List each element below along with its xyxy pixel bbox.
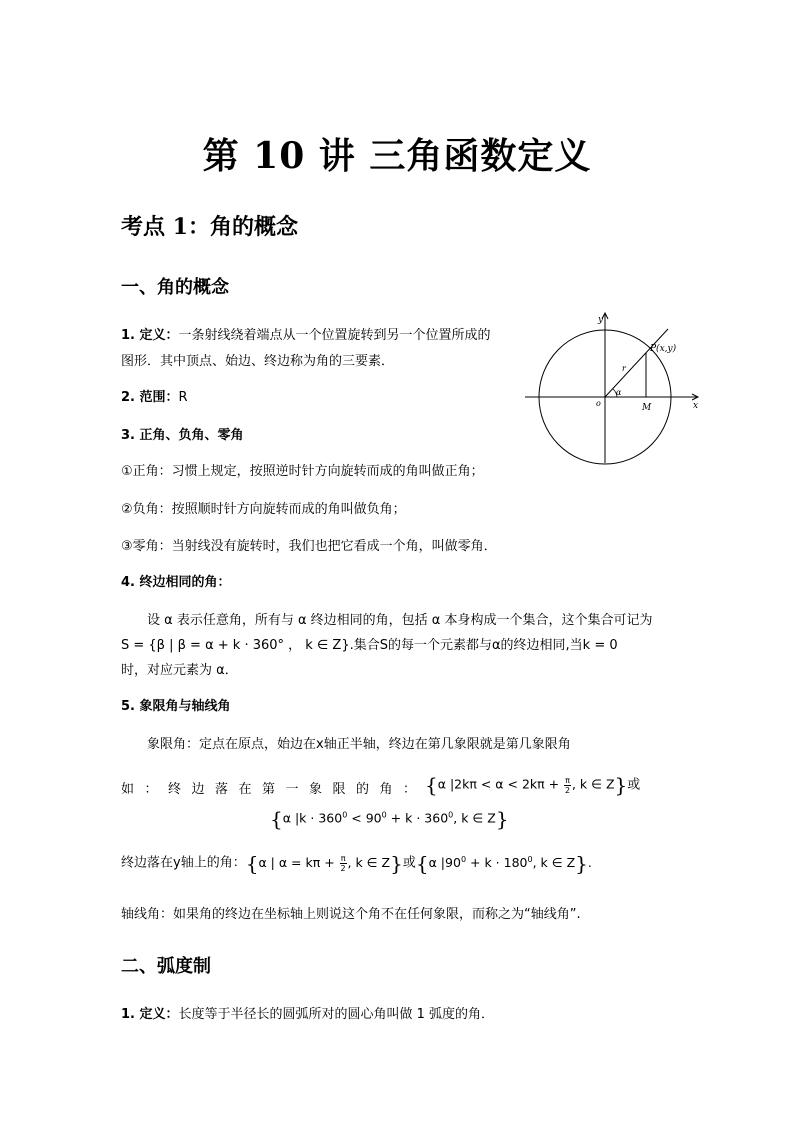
radian-definition: 1. 定义：长度等于半径长的圆弧所对的圆心角叫做 1 弧度的角．: [121, 1007, 495, 1022]
range-value: R: [178, 390, 188, 405]
m-label: M: [642, 403, 652, 413]
zero-angle: ③零角：当射线没有旋转时，我们也把它看成一个角，叫做零角．: [121, 539, 497, 554]
page-title: 第 10 讲 三角函数定义: [202, 135, 592, 177]
negative-angle: ②负角：按照顺时针方向旋转而成的角叫做负角；: [121, 502, 406, 517]
definition-text: 一条射线绕着端点从一个位置旋转到另一个位置所成的: [178, 328, 491, 343]
coterminal-line3: 时，对应元素为 α．: [121, 663, 238, 678]
y-label: y: [598, 315, 604, 325]
example-prefix: 如 ： 终 边 落 在 第 一 象 限 的 角 ：: [121, 782, 417, 797]
first-quadrant-set: {α |2kπ < α < 2kπ + $\frac{\pi}{2}$ , k ∈ Z}或: [425, 773, 641, 797]
y-axis-angles: 终边落在y轴上的角：{α | α = kπ + $\frac{\pi}{2}$ , k ∈ Z}或{α $|90^0 + k \cdot 180^0$, k ∈ Z}.: [121, 851, 592, 875]
coterminal-line2: S = {β | β = α + k · 360° ， k ∈ Z}.集合S的每一个元素都与α的终边相同,当k = 0: [121, 638, 618, 653]
quadrant-definition: 象限角：定点在原点，始边在x轴正半轴，终边在第几象限就是第几象限角: [147, 737, 571, 752]
definition-line1: [121, 324, 491, 343]
quadrant-heading: 5. 象限角与轴线角: [121, 699, 231, 714]
origin-label: o: [596, 399, 601, 408]
kaodian-heading: 考点 1：角的概念: [121, 214, 298, 240]
axial-angle: 轴线角：如果角的终边在坐标轴上则说这个角不在任何象限，而称之为“轴线角”.: [121, 907, 581, 922]
section-heading-angle: 一、角的概念: [121, 277, 229, 298]
x-label: x: [693, 401, 699, 411]
pi-over-2: $\frac{\pi}{2}$: [564, 775, 571, 795]
definition-label: 1. 定义：: [121, 328, 179, 343]
radian-label: 1. 定义：: [121, 1007, 179, 1022]
coterminal-heading: 4. 终边相同的角：: [121, 575, 231, 590]
positive-angle: ①正角：习惯上规定，按照逆时针方向旋转而成的角叫做正角；: [121, 464, 484, 479]
range-label: 2. 范围：: [121, 390, 179, 405]
unit-circle-figure: [520, 305, 710, 470]
r-label: r: [622, 364, 626, 373]
section-heading-radian: 二、弧度制: [121, 956, 211, 977]
signs-heading: 3. 正角、负角、零角: [121, 428, 244, 443]
coterminal-line1: 设 α 表示任意角，所有与 α 终边相同的角，包括 α 本身构成一个集合，这个集合可记为: [147, 613, 653, 628]
p-label: P(x,y): [650, 344, 677, 354]
terminal-ray: [605, 329, 668, 397]
first-quadrant-set-degrees: {α $|k \cdot 360^0 < 90^0 + k \cdot 360^0$, k ∈ Z}: [270, 807, 509, 831]
alpha-label: α: [616, 388, 622, 397]
definition-line2: 图形．其中顶点、始边、终边称为角的三要素．: [121, 354, 395, 369]
range-line: [121, 386, 188, 405]
